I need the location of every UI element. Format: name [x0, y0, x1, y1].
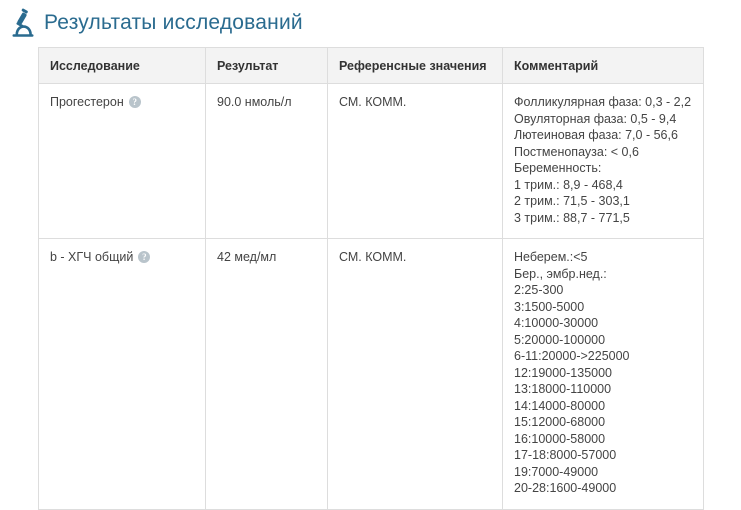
- comment-line: Лютеиновая фаза: 7,0 - 56,6: [514, 128, 678, 142]
- cell-result: 90.0 нмоль/л: [206, 84, 328, 239]
- comment-lines: [514, 94, 693, 226]
- page-title: Результаты исследований: [44, 11, 303, 34]
- study-name: Прогестерон: [50, 95, 124, 109]
- comment-line: 12:19000-135000: [514, 365, 613, 380]
- column-header-study: Исследование: [39, 48, 206, 84]
- cell-reference: СМ. КОММ.: [328, 84, 503, 239]
- column-header-comment: Комментарий: [503, 48, 704, 84]
- results-table-wrap: [38, 47, 719, 510]
- comment-line: Беременность:: [514, 161, 602, 175]
- column-header-reference: Референсные значения: [328, 48, 503, 84]
- results-table: [38, 47, 704, 510]
- comment-line: Бер., эмбр.нед.:: [514, 266, 607, 281]
- comment-line: 14:14000-80000: [514, 398, 606, 413]
- comment-line: 2 трим.: 71,5 - 303,1: [514, 194, 630, 208]
- study-name: b - ХГЧ общий: [50, 250, 134, 264]
- comment-lines: [514, 249, 693, 497]
- comment-line: 16:10000-58000: [514, 431, 606, 446]
- comment-line: 3 трим.: 88,7 - 771,5: [514, 210, 630, 225]
- comment-line: 17-18:8000-57000: [514, 448, 617, 462]
- comment-line: Фолликулярная фаза: 0,3 - 2,2: [514, 95, 692, 109]
- cell-reference: СМ. КОММ.: [328, 239, 503, 510]
- cell-comment: [503, 239, 704, 510]
- comment-line: 20-28:1600-49000: [514, 481, 617, 495]
- comment-line: 15:12000-68000: [514, 415, 606, 429]
- column-header-result: Результат: [206, 48, 328, 84]
- comment-line: Овуляторная фаза: 0,5 - 9,4: [514, 111, 677, 126]
- table-header-row: [39, 48, 704, 84]
- table-row: [39, 239, 704, 510]
- comment-line: Постменопауза: < 0,6: [514, 144, 639, 159]
- cell-study: [39, 84, 206, 239]
- comment-line: 1 трим.: 8,9 - 468,4: [514, 177, 623, 192]
- page-header: [0, 0, 741, 38]
- cell-comment: [503, 84, 704, 239]
- microscope-icon: [10, 8, 36, 38]
- comment-line: 2:25-300: [514, 283, 564, 297]
- comment-line: 5:20000-100000: [514, 332, 606, 347]
- comment-line: 6-11:20000->225000: [514, 349, 630, 363]
- cell-result: 42 мед/мл: [206, 239, 328, 510]
- comment-line: Неберем.:<5: [514, 250, 588, 264]
- comment-line: 13:18000-110000: [514, 382, 612, 396]
- help-icon[interactable]: ?: [138, 251, 150, 263]
- comment-line: 3:1500-5000: [514, 299, 585, 314]
- table-row: [39, 84, 704, 239]
- help-icon[interactable]: ?: [129, 96, 141, 108]
- comment-line: 19:7000-49000: [514, 464, 599, 479]
- cell-study: [39, 239, 206, 510]
- comment-line: 4:10000-30000: [514, 316, 599, 330]
